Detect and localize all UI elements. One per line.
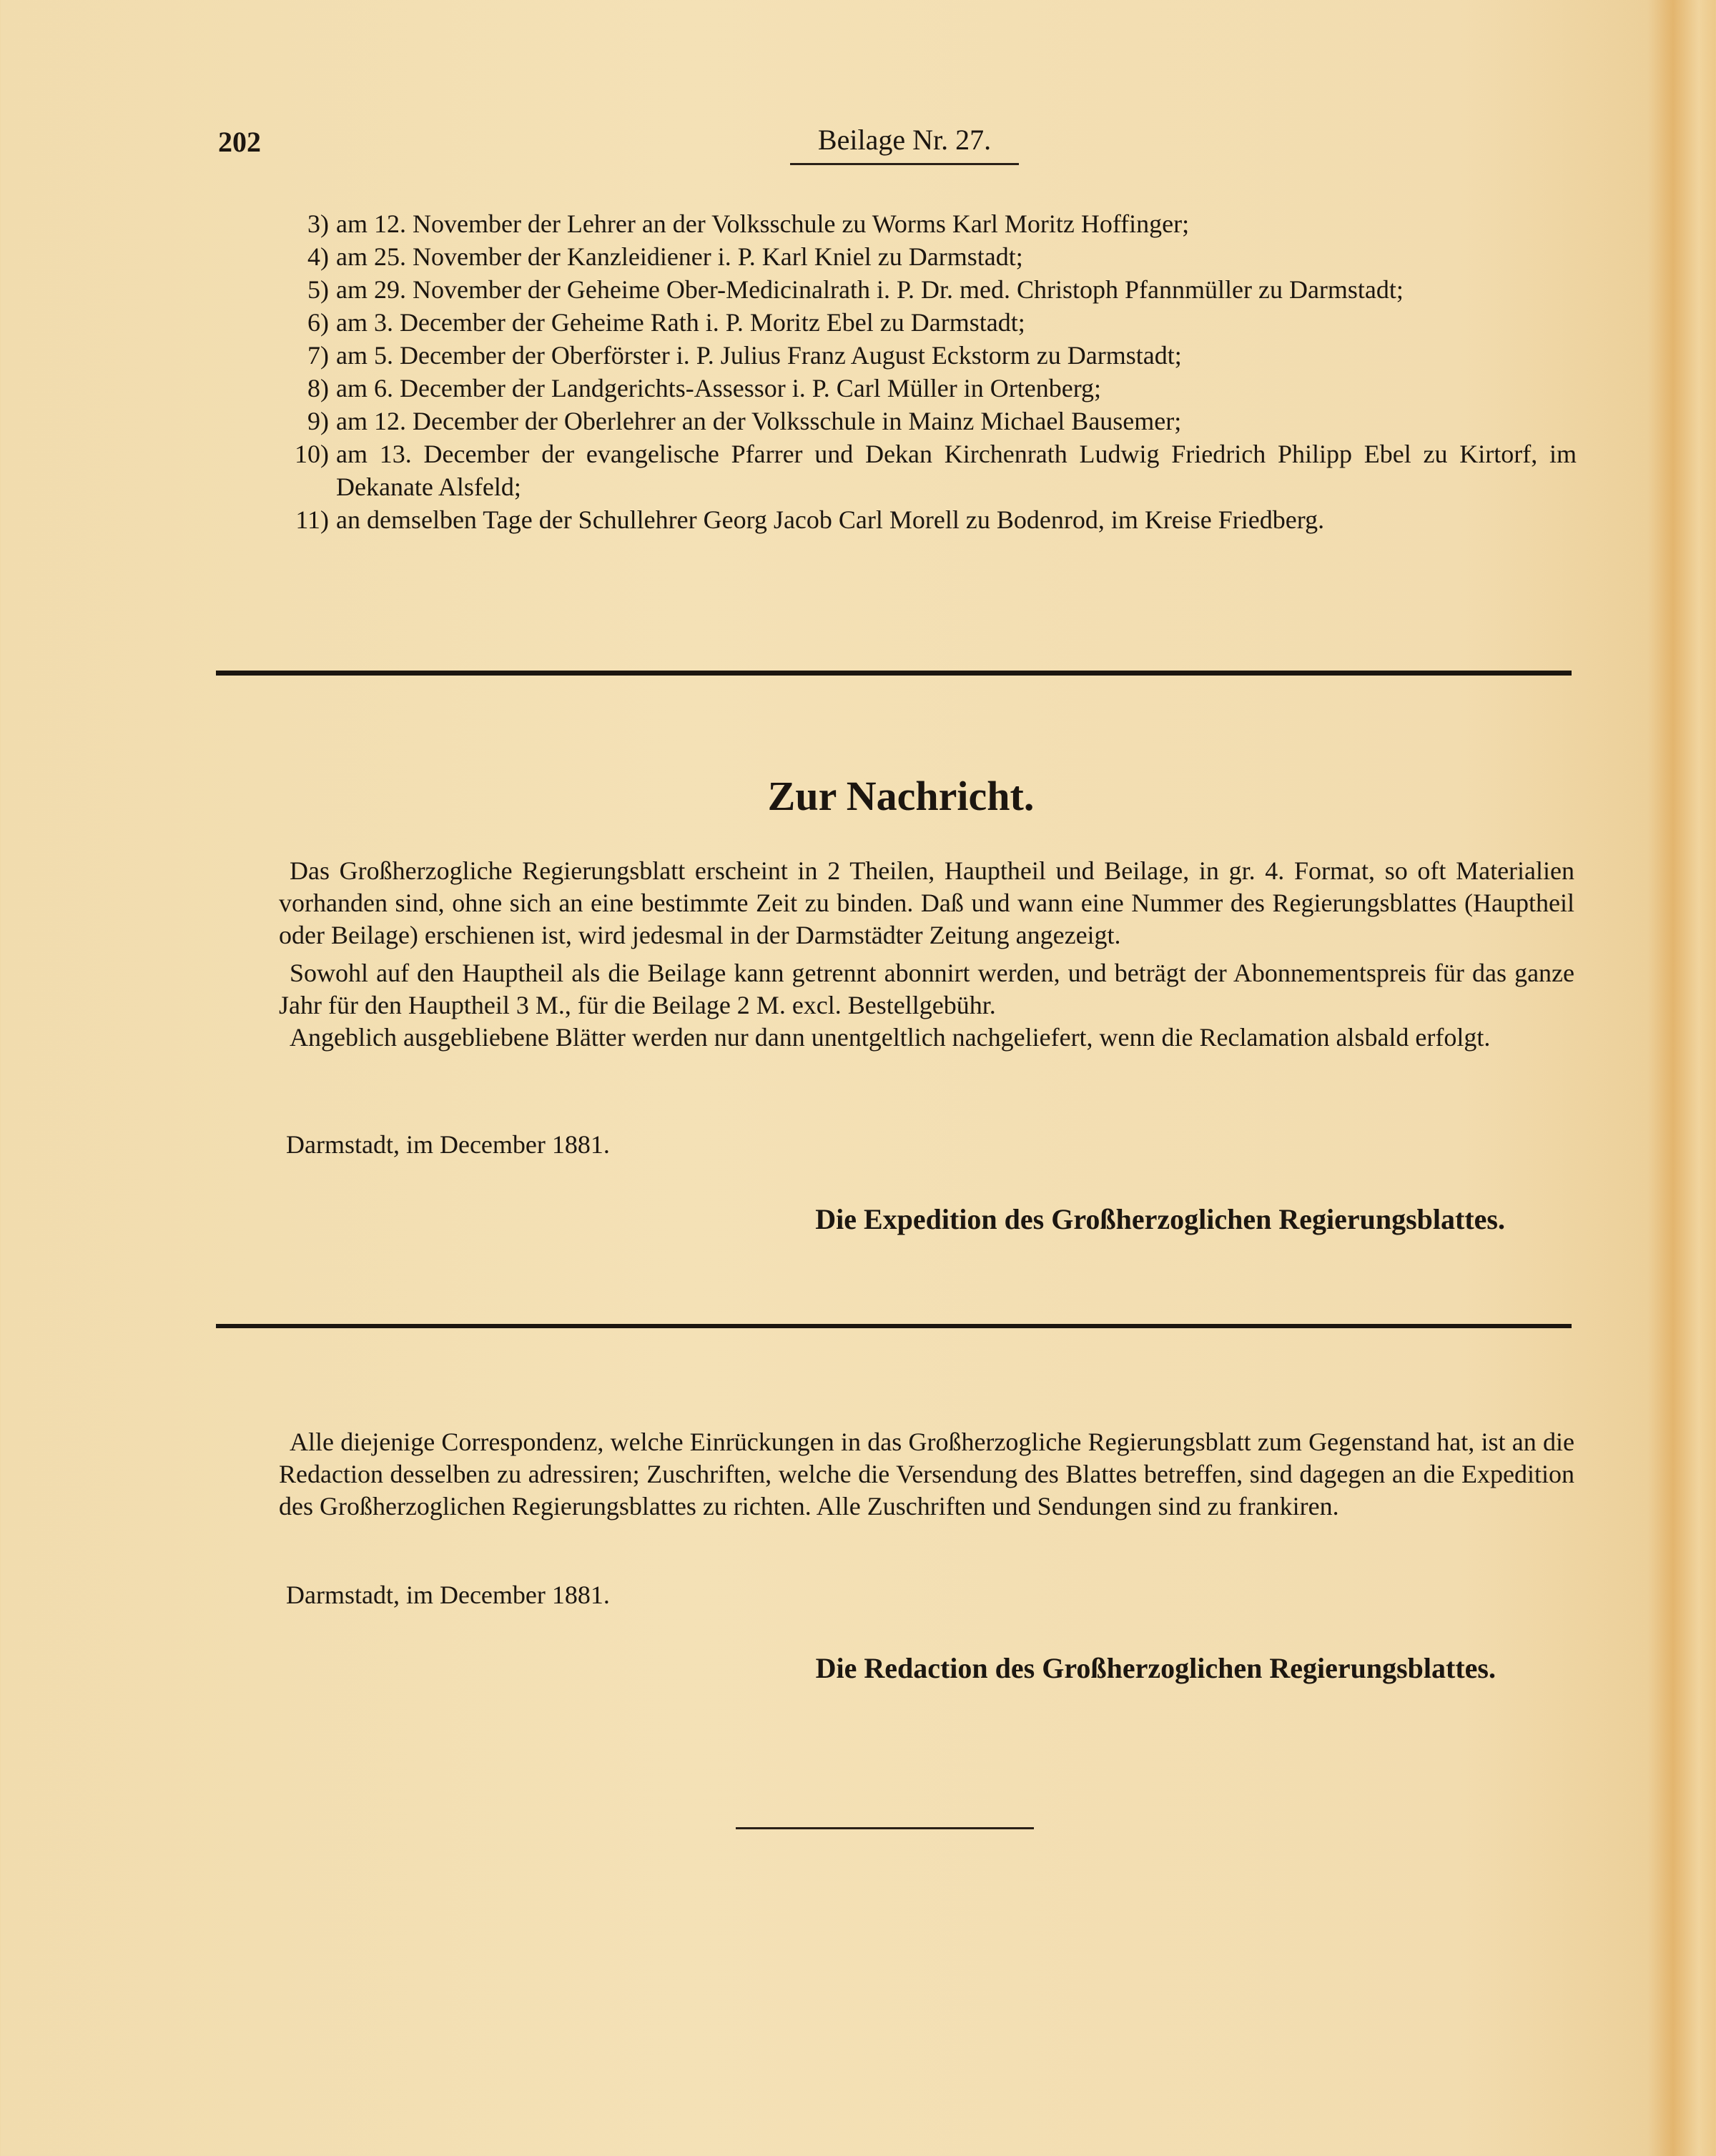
section-divider bbox=[216, 671, 1572, 676]
item-text: am 3. December der Geheime Rath i. P. Moritz Ebel zu Darmstadt; bbox=[336, 308, 1025, 337]
closing-rule bbox=[736, 1827, 1034, 1829]
item-text: am 5. December der Oberförster i. P. Julius Franz August Eckstorm zu Darmstadt; bbox=[336, 341, 1182, 370]
running-header: Beilage Nr. 27. bbox=[817, 124, 992, 156]
item-number: 10) bbox=[295, 440, 329, 468]
list-item bbox=[265, 437, 1577, 503]
notice-paragraph: Angeblich ausgebliebene Blätter werden nur dann unentgeltlich nachgeliefert, wenn die Reclamation alsbald erfolgt. bbox=[290, 1023, 1491, 1052]
item-number: 5) bbox=[307, 275, 329, 304]
list-item bbox=[265, 273, 1577, 306]
list-item bbox=[265, 306, 1577, 339]
correspondence-paragraph: Alle diejenige Correspondenz, welche Einrückungen in das Großherzogliche Regierungsblatt zum Gegenstand hat, ist an die Redaction desselben zu adressiren; Zuschriften, welche die Versendung des Blattes betreffen, sind dagegen an die Expedition des Großherzoglichen Regierungsblattes zu richten. Alle Zuschriften und Sendungen sind zu frankiren. bbox=[279, 1428, 1574, 1520]
header-underline bbox=[790, 163, 1019, 165]
item-text: am 6. December der Landgerichts-Assessor i. P. Carl Müller in Ortenberg; bbox=[336, 374, 1102, 402]
list-item bbox=[265, 372, 1577, 405]
item-number: 8) bbox=[307, 374, 329, 402]
item-number: 7) bbox=[307, 341, 329, 370]
notice-paragraph: Sowohl auf den Hauptheil als die Beilage kann getrennt abonnirt werden, und beträgt der Abonnementspreis für das ganze Jahr für den Hauptheil 3 M., für die Beilage 2 M. excl. Bestellgebühr. bbox=[279, 959, 1574, 1019]
item-number: 6) bbox=[307, 308, 329, 337]
correspondence-signature: Die Redaction des Großherzoglichen Regierungsblattes. bbox=[815, 1652, 1496, 1684]
item-text: am 13. December der evangelische Pfarrer und Dekan Kirchenrath Ludwig Friedrich Philipp Ebel zu Kirtorf, im Dekanate Alsfeld; bbox=[336, 440, 1577, 501]
list-item bbox=[265, 339, 1577, 372]
notice-signature: Die Expedition des Großherzoglichen Regierungsblattes. bbox=[815, 1203, 1505, 1235]
item-text: am 29. November der Geheime Ober-Medicinalrath i. P. Dr. med. Christoph Pfannmüller zu Darmstadt; bbox=[336, 275, 1404, 304]
item-number: 9) bbox=[307, 407, 329, 435]
notice-title: Zur Nachricht. bbox=[767, 773, 1035, 819]
correspondence-body bbox=[279, 1426, 1574, 1523]
list-item bbox=[265, 207, 1577, 240]
notice-paragraph: Das Großherzogliche Regierungsblatt erscheint in 2 Theilen, Hauptheil und Beilage, in gr. 4. Format, so oft Materialien vorhanden sind, ohne sich an eine bestimmte Zeit zu binden. Daß und wann eine Nummer des Regierungsblattes (Hauptheil oder Beilage) erschienen ist, wird jedesmal in der Darmstädter Zeitung angezeigt. bbox=[279, 856, 1574, 949]
list-item bbox=[265, 503, 1577, 536]
notice-body bbox=[279, 855, 1574, 1054]
correspondence-date: Darmstadt, im December 1881. bbox=[286, 1581, 610, 1609]
list-item bbox=[265, 405, 1577, 437]
item-number: 4) bbox=[307, 242, 329, 271]
item-number: 3) bbox=[307, 209, 329, 238]
list-item bbox=[265, 240, 1577, 273]
section-divider bbox=[216, 1324, 1572, 1328]
item-text: an demselben Tage der Schullehrer Georg Jacob Carl Morell zu Bodenrod, im Kreise Friedberg. bbox=[336, 505, 1325, 534]
item-text: am 25. November der Kanzleidiener i. P. Karl Kniel zu Darmstadt; bbox=[336, 242, 1023, 271]
item-text: am 12. November der Lehrer an der Volksschule zu Worms Karl Moritz Hoffinger; bbox=[336, 209, 1190, 238]
page-number: 202 bbox=[218, 126, 261, 158]
notice-date: Darmstadt, im December 1881. bbox=[286, 1130, 610, 1159]
appointments-list bbox=[265, 207, 1577, 536]
item-text: am 12. December der Oberlehrer an der Volksschule in Mainz Michael Bausemer; bbox=[336, 407, 1182, 435]
item-number: 11) bbox=[295, 505, 329, 534]
